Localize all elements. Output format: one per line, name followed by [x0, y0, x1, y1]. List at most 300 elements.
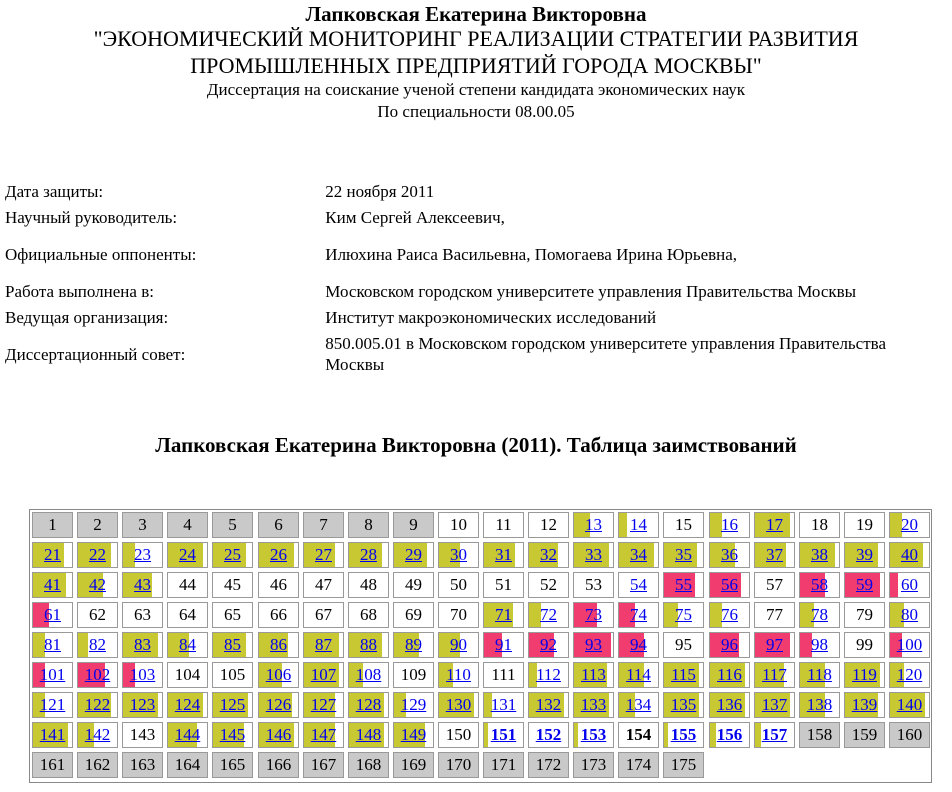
page-link[interactable]: 125	[219, 695, 246, 714]
page-number: 9	[409, 515, 418, 534]
page-link[interactable]: 40	[901, 545, 918, 564]
page-link[interactable]: 147	[310, 725, 337, 744]
info-value: Илюхина Раиса Васильевна, Помогаева Ирина Юрьевна,	[325, 244, 738, 264]
page-cell[interactable]	[528, 542, 569, 568]
similarity-bar	[484, 723, 488, 747]
page-cell	[348, 602, 389, 628]
page-link[interactable]: 23	[134, 545, 151, 564]
page-link[interactable]: 128	[355, 695, 382, 714]
page-link[interactable]: 120	[896, 665, 923, 684]
page-link[interactable]: 75	[675, 605, 692, 624]
page-number: 165	[219, 755, 246, 774]
page-cell[interactable]	[618, 572, 659, 598]
page-link[interactable]: 90	[450, 635, 467, 654]
page-cell[interactable]	[258, 662, 299, 688]
page-cell[interactable]	[258, 692, 299, 718]
page-cell[interactable]	[618, 692, 659, 718]
page-cell[interactable]	[754, 692, 795, 718]
info-row-opponents	[5, 230, 952, 278]
page-cell[interactable]	[483, 542, 524, 568]
page-link[interactable]: 130	[445, 695, 472, 714]
page-cell	[618, 722, 659, 748]
page-link[interactable]: 118	[807, 665, 832, 684]
page-link[interactable]: 140	[896, 695, 923, 714]
page-link[interactable]: 113	[581, 665, 606, 684]
page-cell[interactable]	[889, 632, 930, 658]
page-link[interactable]: 55	[675, 575, 692, 594]
page-link[interactable]: 98	[811, 635, 828, 654]
page-link[interactable]: 138	[806, 695, 833, 714]
page-cell[interactable]	[348, 692, 389, 718]
page-link[interactable]: 100	[896, 635, 923, 654]
info-row-council	[5, 330, 952, 378]
page-link[interactable]: 144	[174, 725, 201, 744]
info-label: Диссертационный совет:	[5, 344, 186, 364]
page-cell[interactable]	[303, 632, 344, 658]
page-cell	[258, 602, 299, 628]
page-number: 161	[39, 755, 66, 774]
page-link[interactable]: 141	[39, 725, 66, 744]
page-cell[interactable]	[32, 572, 73, 598]
page-cell	[258, 752, 299, 778]
page-cell[interactable]	[393, 542, 434, 568]
page-cell[interactable]	[663, 542, 704, 568]
page-cell	[32, 752, 73, 778]
page-number: 95	[675, 635, 692, 654]
page-cell	[844, 722, 885, 748]
page-cell[interactable]	[528, 602, 569, 628]
page-cell[interactable]	[122, 692, 163, 718]
page-cell[interactable]	[122, 662, 163, 688]
page-link[interactable]: 34	[630, 545, 647, 564]
page-link[interactable]: 123	[129, 695, 156, 714]
page-cell[interactable]	[709, 692, 750, 718]
page-link[interactable]: 87	[315, 635, 332, 654]
page-link[interactable]: 149	[400, 725, 427, 744]
page-link[interactable]: 24	[179, 545, 196, 564]
page-cell[interactable]	[438, 662, 479, 688]
page-cell[interactable]	[32, 722, 73, 748]
page-cell[interactable]	[663, 692, 704, 718]
page-link[interactable]: 92	[540, 635, 557, 654]
page-link[interactable]: 93	[585, 635, 602, 654]
page-number: 172	[535, 755, 562, 774]
page-link[interactable]: 36	[721, 545, 738, 564]
page-cell[interactable]	[799, 602, 840, 628]
page-cell	[393, 752, 434, 778]
page-cell[interactable]	[77, 542, 118, 568]
page-link[interactable]: 83	[134, 635, 151, 654]
page-cell[interactable]	[258, 722, 299, 748]
page-link[interactable]: 84	[179, 635, 196, 654]
page-link[interactable]: 39	[856, 545, 873, 564]
page-link[interactable]: 27	[315, 545, 332, 564]
page-link[interactable]: 71	[495, 605, 512, 624]
page-link[interactable]: 31	[495, 545, 512, 564]
page-cell	[212, 572, 253, 598]
page-cell[interactable]	[303, 722, 344, 748]
page-cell[interactable]	[844, 692, 885, 718]
page-cell[interactable]	[528, 662, 569, 688]
page-cell[interactable]	[77, 632, 118, 658]
page-cell	[122, 512, 163, 538]
page-cell[interactable]	[438, 692, 479, 718]
page-cell[interactable]	[618, 662, 659, 688]
info-value: Московском городском университете управления Правительства Москвы	[325, 281, 857, 301]
page-link[interactable]: 146	[265, 725, 292, 744]
page-link[interactable]: 78	[811, 605, 828, 624]
page-cell	[122, 752, 163, 778]
page-link[interactable]: 82	[89, 635, 106, 654]
page-cell	[303, 512, 344, 538]
page-cell[interactable]	[573, 542, 614, 568]
page-link[interactable]: 76	[721, 605, 738, 624]
page-link[interactable]: 129	[400, 695, 427, 714]
page-cell	[393, 602, 434, 628]
page-cell[interactable]	[483, 722, 524, 748]
page-link[interactable]: 25	[224, 545, 241, 564]
page-cell[interactable]	[663, 572, 704, 598]
page-cell[interactable]	[32, 542, 73, 568]
page-link[interactable]: 108	[355, 665, 382, 684]
page-link[interactable]: 153	[580, 725, 607, 744]
page-cell[interactable]	[77, 722, 118, 748]
page-cell[interactable]	[393, 632, 434, 658]
page-link[interactable]: 152	[535, 725, 562, 744]
info-row-supervisor	[5, 204, 952, 230]
page-link[interactable]: 114	[626, 665, 651, 684]
page-cell	[393, 662, 434, 688]
page-link[interactable]: 107	[310, 665, 337, 684]
page-cell[interactable]	[32, 692, 73, 718]
page-cell[interactable]	[348, 632, 389, 658]
page-cell[interactable]	[303, 692, 344, 718]
page-cell[interactable]	[303, 662, 344, 688]
page-cell[interactable]	[77, 692, 118, 718]
page-link[interactable]: 151	[490, 725, 517, 744]
page-link[interactable]: 41	[44, 575, 61, 594]
page-link[interactable]: 29	[405, 545, 422, 564]
page-cell[interactable]	[573, 602, 614, 628]
page-link[interactable]: 13	[585, 515, 602, 534]
page-link[interactable]: 132	[535, 695, 562, 714]
page-link[interactable]: 112	[536, 665, 561, 684]
page-link[interactable]: 38	[811, 545, 828, 564]
page-cell[interactable]	[483, 632, 524, 658]
page-cell[interactable]	[573, 632, 614, 658]
page-cell[interactable]	[167, 692, 208, 718]
page-link[interactable]: 59	[856, 575, 873, 594]
page-cell	[393, 512, 434, 538]
info-label: Официальные оппоненты:	[5, 244, 197, 264]
page-cell[interactable]	[663, 722, 704, 748]
page-cell[interactable]	[754, 512, 795, 538]
page-number: 67	[315, 605, 332, 624]
page-number: 15	[675, 515, 692, 534]
page-cell	[303, 572, 344, 598]
page-link[interactable]: 88	[360, 635, 377, 654]
page-cell[interactable]	[212, 692, 253, 718]
page-cell[interactable]	[709, 722, 750, 748]
page-link[interactable]: 21	[44, 545, 61, 564]
page-link[interactable]: 137	[761, 695, 788, 714]
page-link[interactable]: 122	[84, 695, 111, 714]
page-number: 8	[364, 515, 373, 534]
page-link[interactable]: 133	[580, 695, 607, 714]
info-row-lead-organization	[5, 304, 952, 330]
page-cell[interactable]	[618, 632, 659, 658]
page-number: 143	[129, 725, 156, 744]
page-cell[interactable]	[754, 662, 795, 688]
page-cell[interactable]	[483, 602, 524, 628]
page-cell[interactable]	[122, 572, 163, 598]
page-cell[interactable]	[167, 722, 208, 748]
page-cell[interactable]	[709, 662, 750, 688]
page-cell[interactable]	[258, 632, 299, 658]
page-link[interactable]: 73	[585, 605, 602, 624]
page-cell	[528, 752, 569, 778]
page-cell[interactable]	[32, 662, 73, 688]
page-link[interactable]: 54	[630, 575, 647, 594]
page-number: 65	[224, 605, 241, 624]
page-cell[interactable]	[663, 602, 704, 628]
page-link[interactable]: 91	[495, 635, 512, 654]
page-cell[interactable]	[348, 542, 389, 568]
page-cell	[438, 572, 479, 598]
page-link[interactable]: 42	[89, 575, 106, 594]
page-cell[interactable]	[889, 602, 930, 628]
page-link[interactable]: 124	[174, 695, 201, 714]
page-cell[interactable]	[393, 692, 434, 718]
page-link[interactable]: 156	[716, 725, 743, 744]
page-cell[interactable]	[618, 542, 659, 568]
page-link[interactable]: 20	[901, 515, 918, 534]
page-link[interactable]: 56	[721, 575, 738, 594]
page-cell	[438, 602, 479, 628]
page-link[interactable]: 121	[39, 695, 66, 714]
page-link[interactable]: 96	[721, 635, 738, 654]
page-link[interactable]: 145	[219, 725, 246, 744]
page-number: 4	[183, 515, 192, 534]
page-link[interactable]: 142	[84, 725, 111, 744]
page-link[interactable]: 155	[670, 725, 697, 744]
page-link[interactable]: 139	[851, 695, 878, 714]
page-link[interactable]: 86	[270, 635, 287, 654]
page-cell[interactable]	[889, 572, 930, 598]
page-number: 166	[265, 755, 292, 774]
page-number: 104	[174, 665, 201, 684]
similarity-bar	[710, 723, 716, 747]
page-number: 47	[315, 575, 332, 594]
page-cell[interactable]	[844, 572, 885, 598]
page-link[interactable]: 85	[224, 635, 241, 654]
page-cell	[799, 722, 840, 748]
page-link[interactable]: 135	[670, 695, 697, 714]
page-link[interactable]: 134	[625, 695, 652, 714]
page-cell[interactable]	[618, 602, 659, 628]
page-cell[interactable]	[77, 572, 118, 598]
page-link[interactable]: 14	[630, 515, 647, 534]
page-cell[interactable]	[348, 722, 389, 748]
page-link[interactable]: 148	[355, 725, 382, 744]
page-cell[interactable]	[799, 692, 840, 718]
page-cell	[483, 752, 524, 778]
page-cell	[663, 512, 704, 538]
page-link[interactable]: 116	[717, 665, 742, 684]
page-cell[interactable]	[212, 542, 253, 568]
page-cell[interactable]	[393, 722, 434, 748]
page-cell	[258, 572, 299, 598]
page-link[interactable]: 37	[766, 545, 783, 564]
page-link[interactable]: 30	[450, 545, 467, 564]
page-link[interactable]: 33	[585, 545, 602, 564]
page-link[interactable]: 22	[89, 545, 106, 564]
page-number: 77	[766, 605, 783, 624]
page-cell[interactable]	[167, 632, 208, 658]
page-link[interactable]: 58	[811, 575, 828, 594]
page-cell[interactable]	[663, 662, 704, 688]
page-link[interactable]: 136	[716, 695, 743, 714]
page-number: 168	[355, 755, 382, 774]
page-cell[interactable]	[709, 632, 750, 658]
page-number: 7	[319, 515, 328, 534]
page-cell	[77, 512, 118, 538]
page-link[interactable]: 127	[310, 695, 337, 714]
page-cell[interactable]	[348, 662, 389, 688]
page-cell	[573, 752, 614, 778]
page-cell[interactable]	[799, 632, 840, 658]
page-link[interactable]: 110	[446, 665, 471, 684]
page-cell[interactable]	[483, 692, 524, 718]
page-cell[interactable]	[438, 632, 479, 658]
page-cell[interactable]	[77, 662, 118, 688]
page-link[interactable]: 101	[39, 665, 66, 684]
page-link[interactable]: 103	[129, 665, 156, 684]
page-link[interactable]: 81	[44, 635, 61, 654]
page-link[interactable]: 94	[630, 635, 647, 654]
page-cell[interactable]	[573, 512, 614, 538]
page-number: 19	[856, 515, 873, 534]
page-link[interactable]: 102	[84, 665, 111, 684]
page-cell[interactable]	[258, 542, 299, 568]
page-link[interactable]: 115	[671, 665, 696, 684]
page-link[interactable]: 17	[766, 515, 783, 534]
page-link[interactable]: 61	[44, 605, 61, 624]
page-cell[interactable]	[122, 542, 163, 568]
page-cell[interactable]	[303, 542, 344, 568]
similarity-bar	[755, 723, 761, 747]
page-link[interactable]: 60	[901, 575, 918, 594]
page-link[interactable]: 16	[721, 515, 738, 534]
page-cell[interactable]	[212, 722, 253, 748]
page-cell	[167, 752, 208, 778]
page-cell[interactable]	[32, 602, 73, 628]
page-cell[interactable]	[573, 692, 614, 718]
page-link[interactable]: 72	[540, 605, 557, 624]
dissertation-title-line-2: ПРОМЫШЛЕННЫХ ПРЕДПРИЯТИЙ ГОРОДА МОСКВЫ"	[190, 53, 762, 78]
page-cell	[889, 722, 930, 748]
page-number: 6	[274, 515, 283, 534]
page-cell	[844, 632, 885, 658]
page-cell[interactable]	[889, 542, 930, 568]
page-link[interactable]: 43	[134, 575, 151, 594]
page-link[interactable]: 126	[265, 695, 292, 714]
page-number: 12	[540, 515, 557, 534]
page-cell	[212, 602, 253, 628]
page-cell	[528, 512, 569, 538]
page-link[interactable]: 28	[360, 545, 377, 564]
page-link[interactable]: 131	[490, 695, 517, 714]
page-link[interactable]: 80	[901, 605, 918, 624]
page-cell[interactable]	[709, 602, 750, 628]
similarity-bar	[78, 633, 88, 657]
page-number: 64	[179, 605, 196, 624]
page-cell	[212, 512, 253, 538]
page-cell[interactable]	[528, 692, 569, 718]
page-cell[interactable]	[528, 722, 569, 748]
page-link[interactable]: 26	[270, 545, 287, 564]
page-link[interactable]: 74	[630, 605, 647, 624]
page-cell	[573, 572, 614, 598]
page-number: 162	[84, 755, 111, 774]
info-label: Дата защиты:	[5, 181, 104, 201]
page-cell[interactable]	[709, 572, 750, 598]
page-cell[interactable]	[889, 662, 930, 688]
page-link[interactable]: 119	[852, 665, 877, 684]
page-cell[interactable]	[573, 662, 614, 688]
page-link[interactable]: 89	[405, 635, 422, 654]
page-link[interactable]: 106	[265, 665, 292, 684]
page-cell[interactable]	[799, 572, 840, 598]
page-cell[interactable]	[844, 542, 885, 568]
borrowings-table	[29, 509, 932, 783]
page-cell[interactable]	[754, 542, 795, 568]
page-cell[interactable]	[122, 632, 163, 658]
page-link[interactable]: 32	[540, 545, 557, 564]
page-cell	[167, 512, 208, 538]
page-cell[interactable]	[438, 542, 479, 568]
page-cell[interactable]	[754, 722, 795, 748]
info-value: 850.005.01 в Московском городском университете управления Правительства Москвы	[325, 334, 886, 374]
page-link[interactable]: 157	[761, 725, 788, 744]
page-link[interactable]: 97	[766, 635, 783, 654]
page-cell[interactable]	[212, 632, 253, 658]
page-number: 159	[851, 725, 878, 744]
page-cell[interactable]	[754, 632, 795, 658]
page-cell[interactable]	[844, 662, 885, 688]
page-cell[interactable]	[889, 692, 930, 718]
page-cell[interactable]	[32, 632, 73, 658]
page-number: 164	[174, 755, 201, 774]
page-cell[interactable]	[799, 662, 840, 688]
page-number: 44	[179, 575, 196, 594]
page-cell[interactable]	[573, 722, 614, 748]
page-cell[interactable]	[799, 542, 840, 568]
page-link[interactable]: 117	[762, 665, 787, 684]
page-number: 158	[806, 725, 833, 744]
page-cell[interactable]	[889, 512, 930, 538]
specialty-text: По специальности 08.00.05	[377, 102, 575, 121]
page-cell[interactable]	[709, 512, 750, 538]
page-cell[interactable]	[167, 542, 208, 568]
page-cell	[528, 572, 569, 598]
page-cell[interactable]	[528, 632, 569, 658]
borrowings-table-title: Лапковская Екатерина Викторовна (2011). Таблица заимствований	[155, 433, 797, 457]
page-cell	[663, 752, 704, 778]
page-cell[interactable]	[709, 542, 750, 568]
page-link[interactable]: 35	[675, 545, 692, 564]
page-cell[interactable]	[618, 512, 659, 538]
